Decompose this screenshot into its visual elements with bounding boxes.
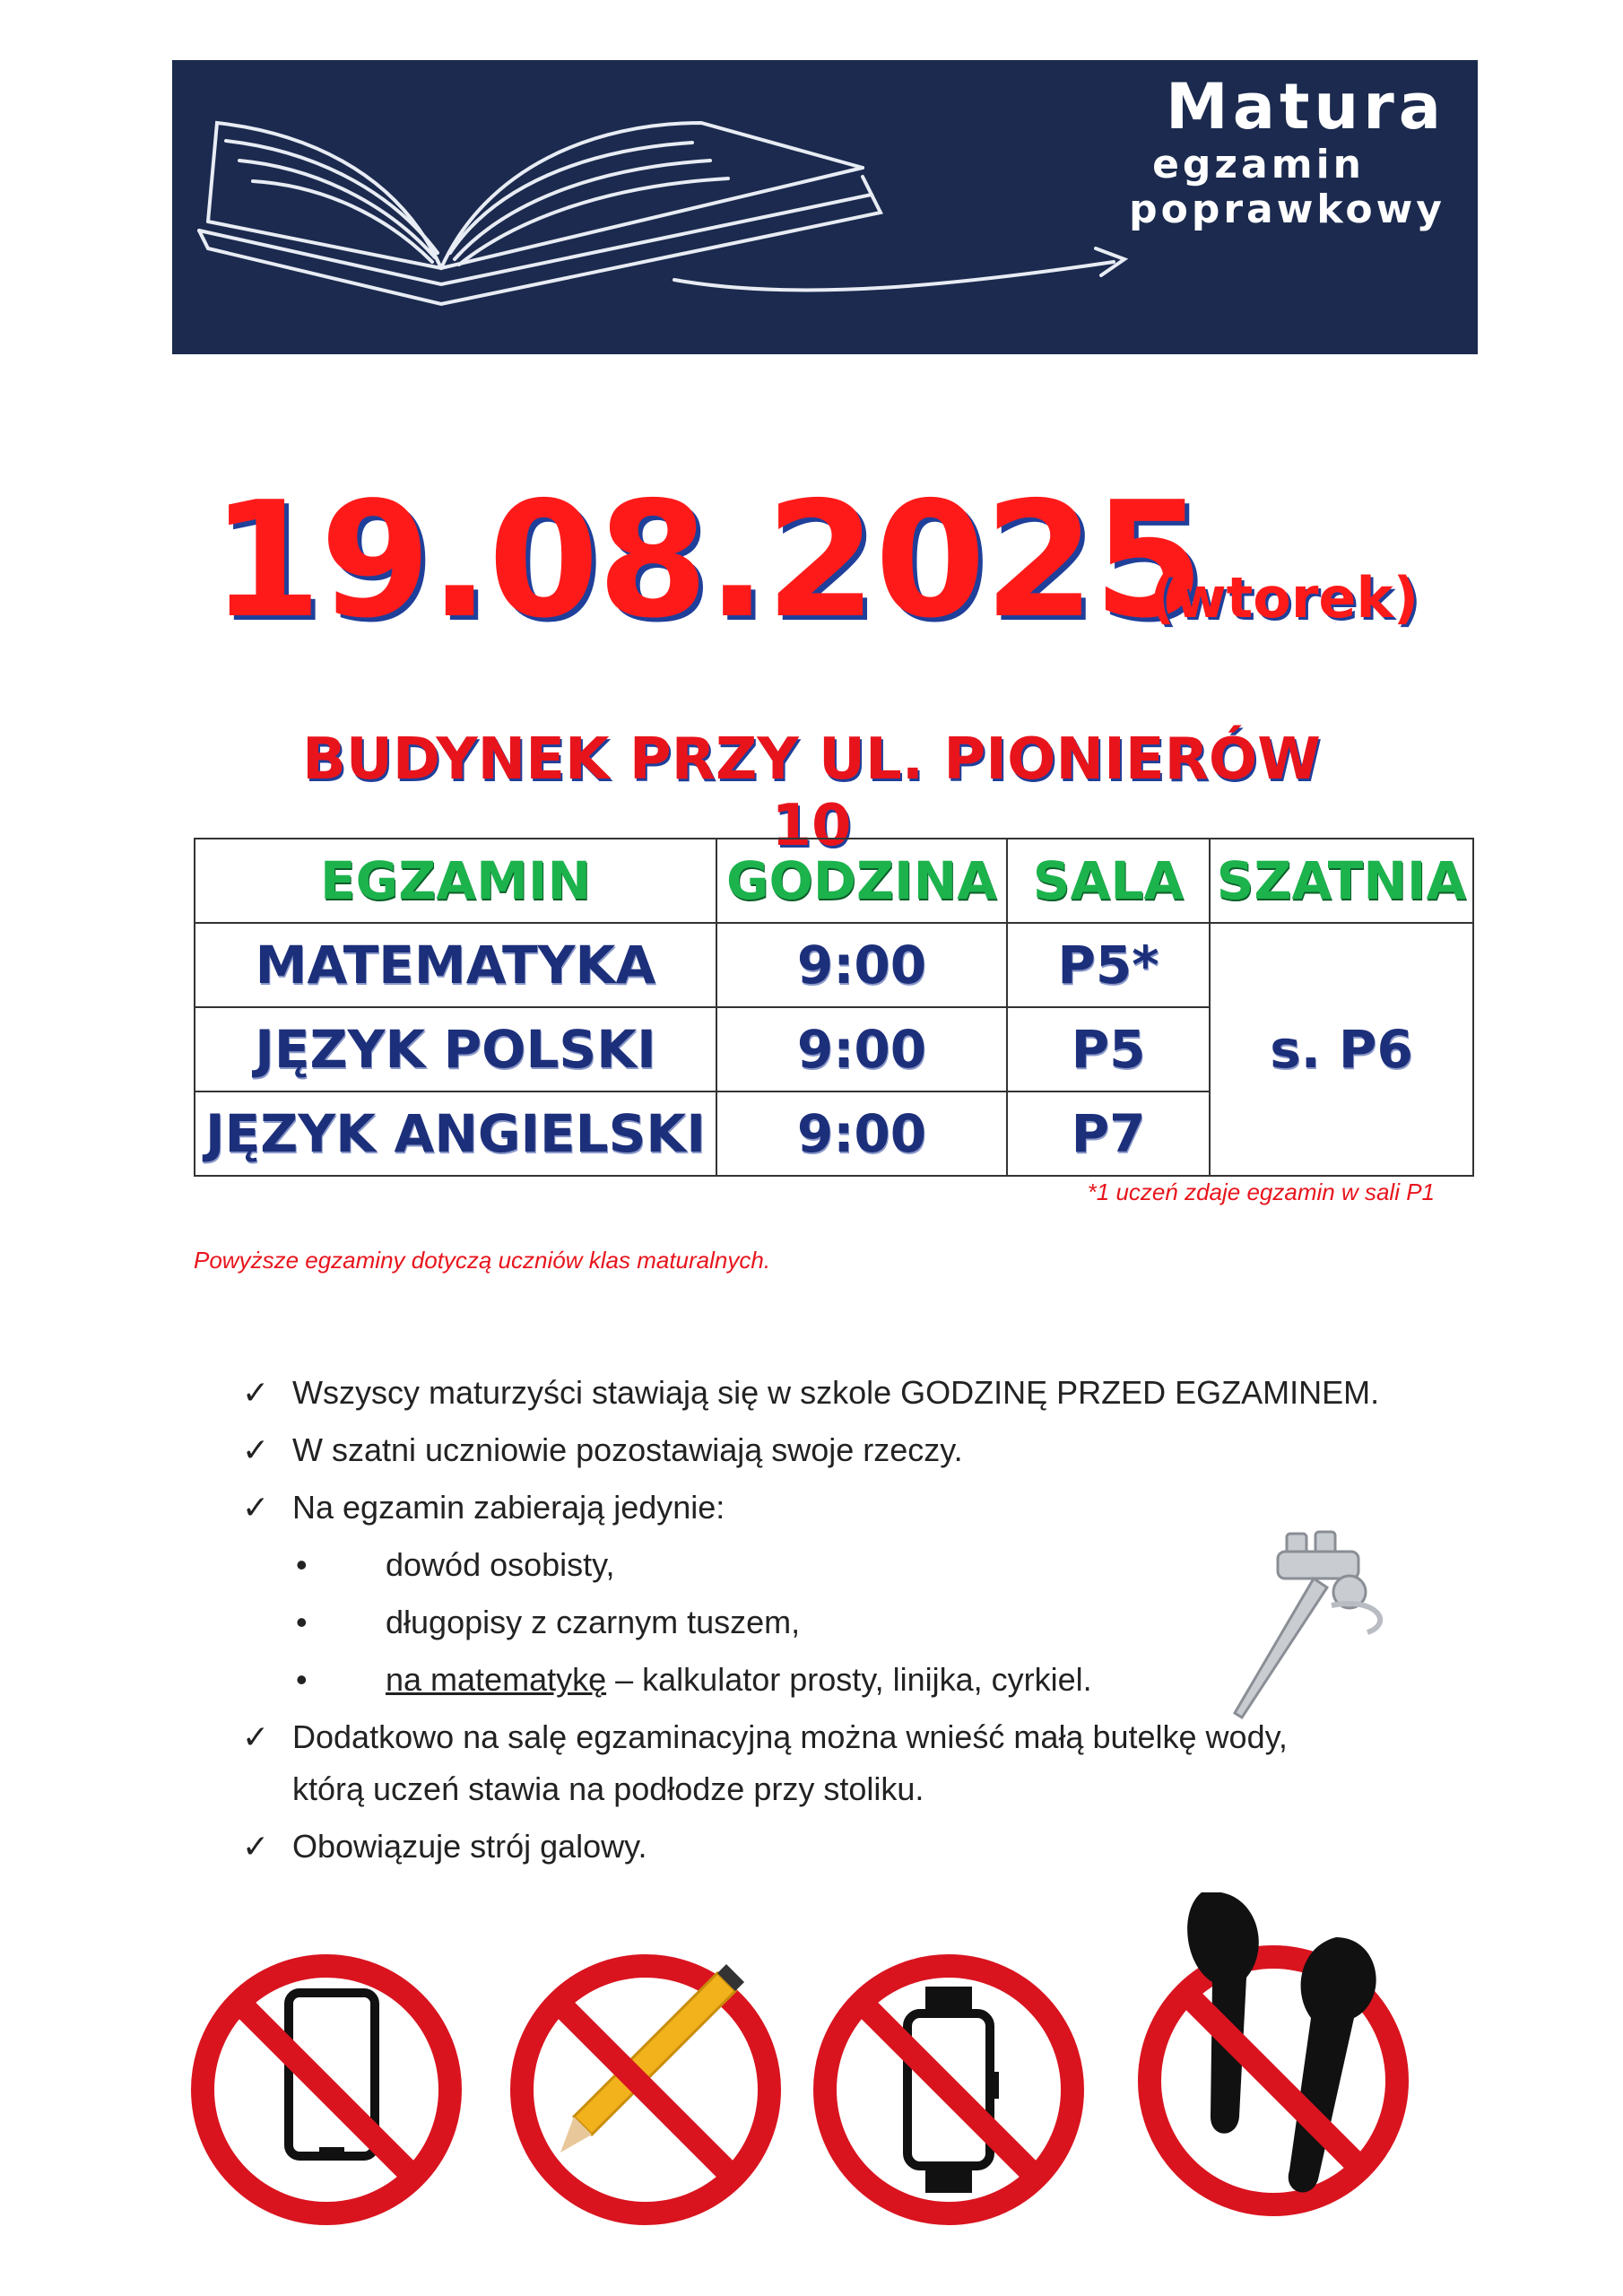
rule-item (242, 1485, 725, 1530)
prohibited-items (0, 1892, 1623, 2296)
math-tools: – kalkulator prosty, linijka, cyrkiel. (606, 1661, 1092, 1698)
rule-item (242, 1715, 1288, 1760)
rule-item (242, 1370, 1379, 1415)
building-address: BUDYNEK PRZY UL. PIONIERÓW 10 (302, 726, 1321, 859)
audience-note: Powyższe egzaminy dotyczą uczniów klas maturalnych. (194, 1247, 771, 1274)
exam-time: 9:00 (716, 1007, 1007, 1091)
rule-text: Na egzamin zabierają jedynie: (292, 1489, 725, 1526)
table-header-row (195, 839, 1473, 923)
sub-item-text: dowód osobisty, (386, 1546, 615, 1583)
exam-room: P7 (1007, 1091, 1210, 1176)
column-header-exam: EGZAMIN (195, 839, 716, 923)
banner-title-main: Matura (1166, 70, 1445, 144)
column-header-room: SALA (1007, 839, 1210, 923)
exam-time: 9:00 (716, 923, 1007, 1007)
rule-text: W szatni uczniowie pozostawiają swoje rzeczy. (292, 1431, 963, 1468)
checkmark-icon: ✓ (242, 1828, 270, 1865)
exam-schedule-table (194, 838, 1474, 1177)
checkmark-icon: ✓ (242, 1489, 270, 1526)
column-header-time: GODZINA (716, 839, 1007, 923)
checkmark-icon: ✓ (242, 1718, 270, 1755)
exam-name: JĘZYK POLSKI (195, 1007, 716, 1091)
exam-weekday: (wtorek) (1150, 565, 1419, 631)
rule-text: Dodatkowo na salę egzaminacyjną można wnieść małą butelkę wody, (292, 1718, 1288, 1755)
compass-icon (1215, 1516, 1412, 1749)
exam-room: P5 (1007, 1007, 1210, 1091)
exam-room: P5* (1007, 923, 1210, 1007)
column-header-cloakroom: SZATNIA (1210, 839, 1473, 923)
rule-continuation: którą uczeń stawia na podłodze przy stoliku. (292, 1770, 924, 1807)
cloakroom-cell: s. P6 (1210, 923, 1473, 1176)
rule-text: Obowiązuje strój galowy. (292, 1828, 647, 1865)
sub-item-text: długopisy z czarnym tuszem, (386, 1604, 801, 1640)
sub-item-text (386, 1657, 1092, 1702)
rule-item (242, 1428, 963, 1473)
no-phone-icon (203, 1966, 450, 2213)
exam-name: JĘZYK ANGIELSKI (195, 1091, 716, 1176)
exam-name: MATEMATYKA (195, 923, 716, 1007)
rule-text: Wszyscy maturzyści stawiają się w szkole GODZINĘ PRZED EGZAMINEM. (292, 1374, 1380, 1411)
no-pencil-icon (522, 1964, 769, 2213)
header-banner (172, 60, 1478, 354)
banner-subtitle-1: egzamin (1152, 142, 1365, 187)
checkmark-icon: ✓ (242, 1431, 270, 1468)
room-footnote: *1 uczeń zdaje egzamin w sali P1 (1087, 1178, 1435, 1205)
banner-title (961, 71, 1445, 232)
exam-date: 19.08.2025 (211, 467, 1203, 653)
rule-item (242, 1824, 647, 1869)
math-label: na matematykę (386, 1661, 607, 1698)
banner-subtitle-2: poprawkowy (1129, 187, 1445, 232)
bullet-icon: • (296, 1546, 308, 1583)
bullet-icon: • (296, 1661, 308, 1698)
table-row (195, 923, 1473, 1007)
no-smartwatch-icon (825, 1966, 1072, 2213)
exam-time: 9:00 (716, 1091, 1007, 1176)
bullet-icon: • (296, 1604, 308, 1640)
checkmark-icon: ✓ (242, 1374, 270, 1411)
no-earbuds-icon (1150, 1892, 1397, 2205)
